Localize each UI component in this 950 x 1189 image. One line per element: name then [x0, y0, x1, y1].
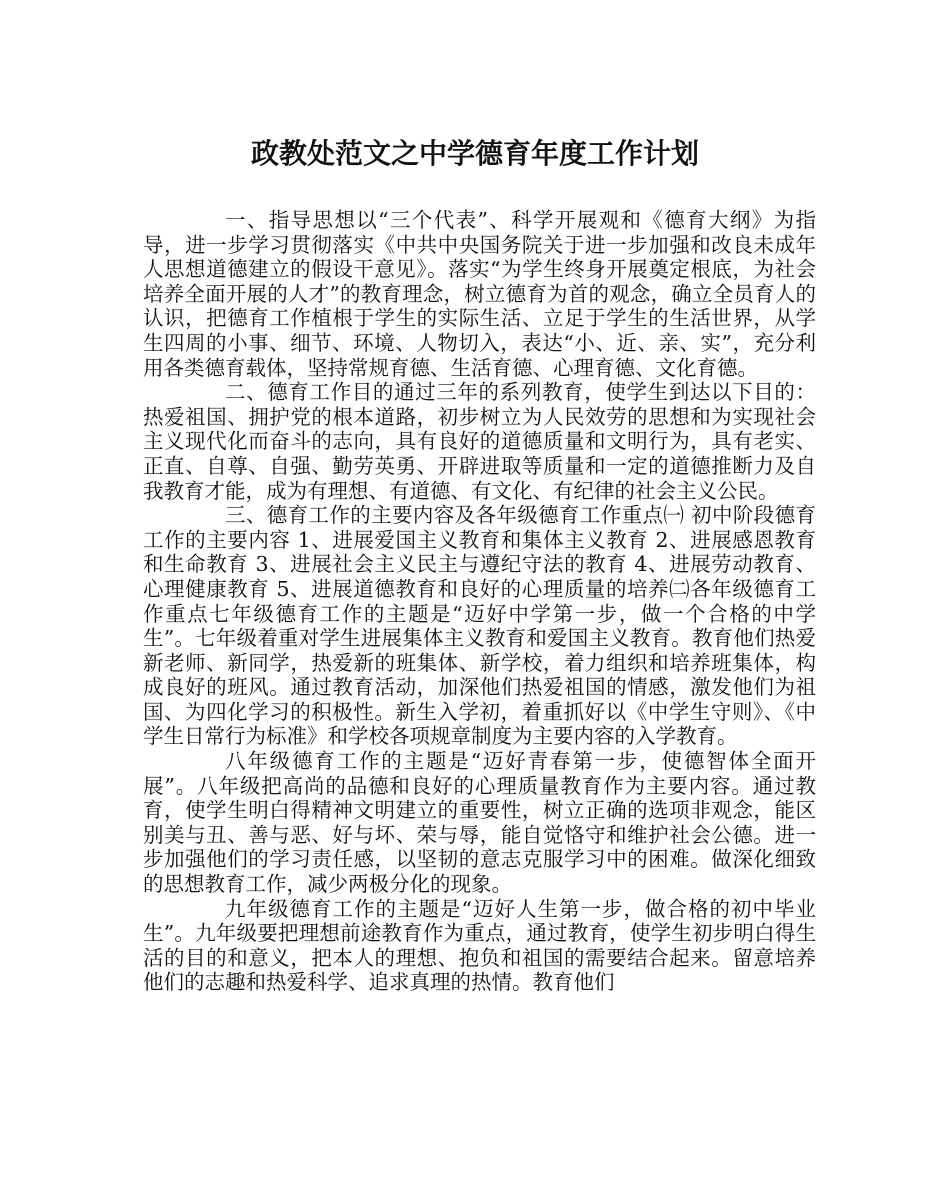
paragraph-main-content-grade7: 三、德育工作的主要内容及各年级德育工作重点㈠ 初中阶段德育工作的主要内容 1、进展爱国主义教育和集体主义教育 2、进展感恩教育和生命教育 3、进展社会主义民主与遵纪守法的教育 4、进展劳动教育、心理健康教育 5、进展道德教育和良好的心理质量的培养㈡各年级德育工作重点七年级德育工作的主题是“迈好中学第一步，做一个合格的中学生”。七年级着重对学生进展集体主义教育和爱国主义教育。教育他们热爱新老师、新同学，热爱新的班集体、新学校，着力组织和培养班集体，构成良好的班风。通过教育活动，加深他们热爱祖国的情感，激发他们为祖国、为四化学习的积极性。新生入学初，着重抓好以《中学生守则》、《中学生日常行为标准》和学校各项规章制度为主要内容的入学教育。	[143, 503, 816, 749]
document-body	[143, 208, 816, 995]
paragraph-grade9: 九年级德育工作的主题是“迈好人生第一步，做合格的初中毕业生”。九年级要把理想前途教育作为重点，通过教育，使学生初步明白得生活的目的和意义，把本人的理想、抱负和祖国的需要结合起来。留意培养他们的志趣和热爱科学、追求真理的热情。教育他们	[143, 896, 816, 995]
paragraph-guiding-ideology: 一、指导思想以“三个代表”、科学开展观和《德育大纲》为指导，进一步学习贯彻落实《中共中央国务院关于进一步加强和改良未成年人思想道德建立的假设干意见》。落实“为学生终身开展奠定根底，为社会培养全面开展的人才”的教育理念，树立德育为首的观念，确立全员育人的认识，把德育工作植根于学生的实际生活、立足于学生的生活世界，从学生四周的小事、细节、环境、人物切入，表达“小、近、亲、实”，充分利用各类德育载体，坚持常规育德、生活育德、心理育德、文化育德。	[143, 208, 816, 380]
paragraph-grade8: 八年级德育工作的主题是“迈好青春第一步，使德智体全面开展”。八年级把高尚的品德和良好的心理质量教育作为主要内容。通过教育，使学生明白得精神文明建立的重要性，树立正确的选项非观念，能区别美与丑、善与恶、好与坏、荣与辱，能自觉恪守和维护社会公德。进一步加强他们的学习责任感，以坚韧的意志克服学习中的困难。做深化细致的思想教育工作，减少两极分化的现象。	[143, 749, 816, 897]
document-title: 政教处范文之中学德育年度工作计划	[250, 137, 699, 170]
paragraph-moral-education-goals: 二、德育工作目的通过三年的系列教育，使学生到达以下目的：热爱祖国、拥护党的根本道路，初步树立为人民效劳的思想和为实现社会主义现代化而奋斗的志向，具有良好的道德质量和文明行为，具有老实、正直、自尊、自强、勤劳英勇、开辟进取等质量和一定的道德推断力及自我教育才能，成为有理想、有道德、有文化、有纪律的社会主义公民。	[143, 380, 816, 503]
